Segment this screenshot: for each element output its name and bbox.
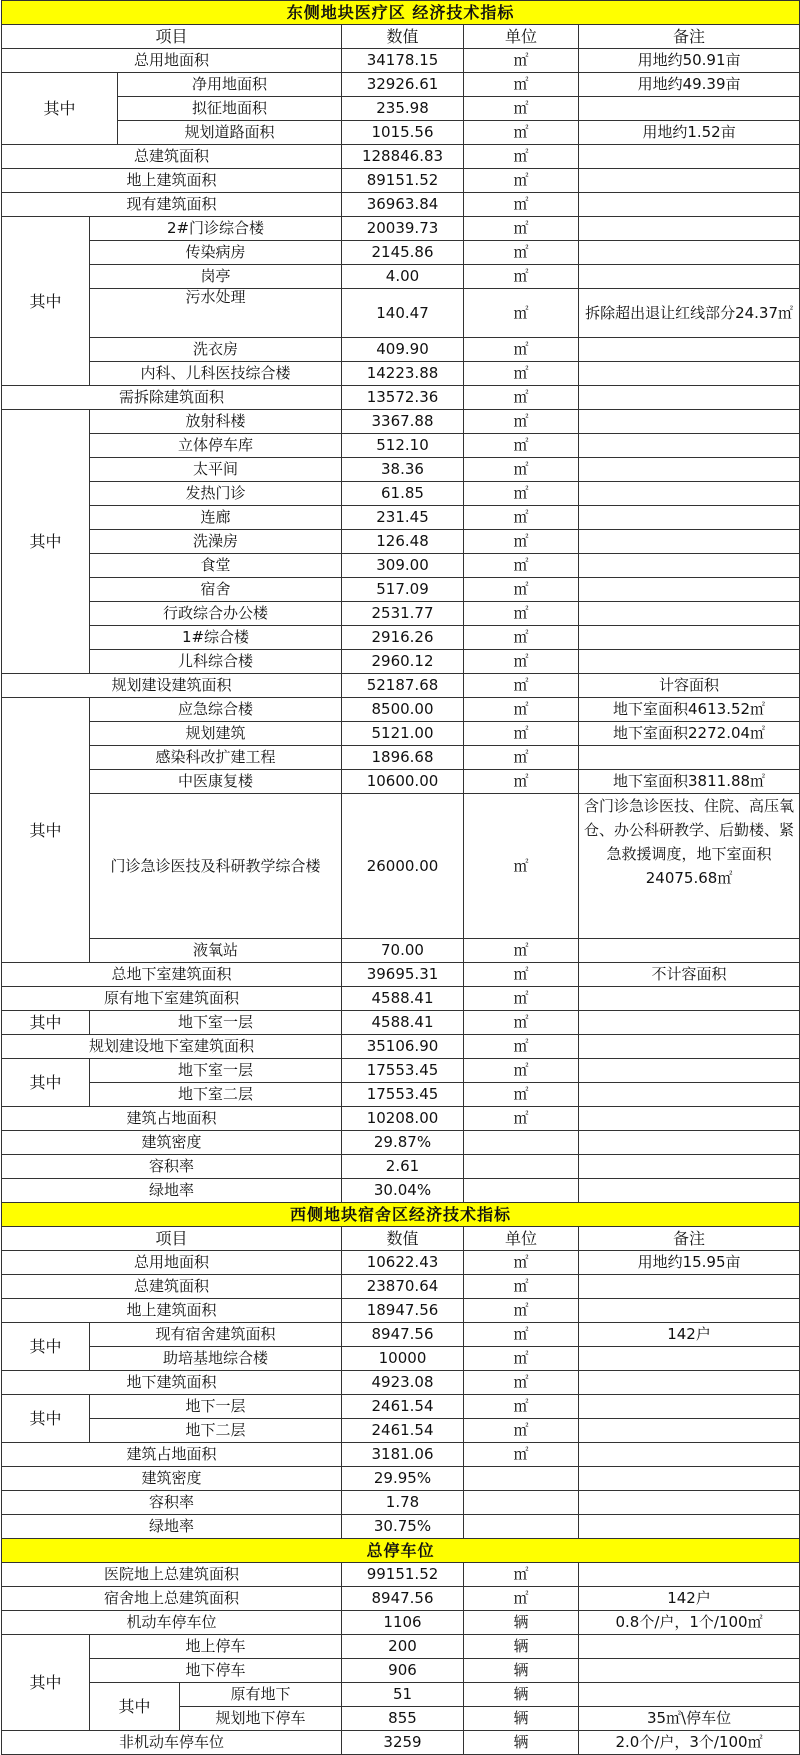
row-note: 35㎡\停车位 bbox=[579, 1707, 800, 1731]
row-unit: ㎡ bbox=[464, 1419, 579, 1443]
row-value: 3367.88 bbox=[342, 410, 464, 434]
row-note: 地下室面积2272.04㎡ bbox=[579, 722, 800, 746]
row-unit: 辆 bbox=[464, 1683, 579, 1707]
row-value: 2461.54 bbox=[342, 1395, 464, 1419]
header-value: 数值 bbox=[342, 1227, 464, 1251]
row-label: 内科、儿科医技综合楼 bbox=[90, 362, 342, 386]
row-note bbox=[579, 1131, 800, 1155]
row-label: 规划地下停车 bbox=[180, 1707, 342, 1731]
row-unit: ㎡ bbox=[464, 1371, 579, 1395]
row-value: 2531.77 bbox=[342, 602, 464, 626]
row-unit: ㎡ bbox=[464, 1299, 579, 1323]
header-item: 项目 bbox=[2, 25, 342, 49]
group-label: 其中 bbox=[2, 1635, 90, 1731]
row-label: 原有地下 bbox=[180, 1683, 342, 1707]
row-note bbox=[579, 410, 800, 434]
row-note bbox=[579, 193, 800, 217]
row-note bbox=[579, 97, 800, 121]
row-label: 原有地下室建筑面积 bbox=[2, 987, 342, 1011]
row-unit: ㎡ bbox=[464, 97, 579, 121]
row-unit: 辆 bbox=[464, 1659, 579, 1683]
east-section-title: 东侧地块医疗区 经济技术指标 bbox=[2, 1, 800, 25]
row-unit: ㎡ bbox=[464, 217, 579, 241]
row-label: 容积率 bbox=[2, 1155, 342, 1179]
row-unit: ㎡ bbox=[464, 1035, 579, 1059]
row-value: 2145.86 bbox=[342, 241, 464, 265]
row-value: 235.98 bbox=[342, 97, 464, 121]
row-unit: ㎡ bbox=[464, 289, 579, 338]
row-label: 地下室二层 bbox=[90, 1083, 342, 1107]
row-unit: ㎡ bbox=[464, 193, 579, 217]
row-label: 液氧站 bbox=[90, 939, 342, 963]
row-label: 食堂 bbox=[90, 554, 342, 578]
row-value: 5121.00 bbox=[342, 722, 464, 746]
row-unit bbox=[464, 1515, 579, 1539]
header-unit: 单位 bbox=[464, 25, 579, 49]
row-label: 儿科综合楼 bbox=[90, 650, 342, 674]
row-label: 容积率 bbox=[2, 1491, 342, 1515]
row-note bbox=[579, 1035, 800, 1059]
row-note bbox=[579, 1179, 800, 1203]
row-unit: ㎡ bbox=[464, 674, 579, 698]
row-note bbox=[579, 482, 800, 506]
row-value: 4.00 bbox=[342, 265, 464, 289]
header-item: 项目 bbox=[2, 1227, 342, 1251]
group-label: 其中 bbox=[2, 217, 90, 386]
row-value: 8947.56 bbox=[342, 1323, 464, 1347]
group-label: 其中 bbox=[2, 1059, 90, 1107]
row-unit: ㎡ bbox=[464, 1011, 579, 1035]
row-value: 61.85 bbox=[342, 482, 464, 506]
row-value: 906 bbox=[342, 1659, 464, 1683]
row-unit: ㎡ bbox=[464, 1107, 579, 1131]
row-value: 23870.64 bbox=[342, 1275, 464, 1299]
economic-indicators-table bbox=[1, 0, 800, 1755]
row-value: 4588.41 bbox=[342, 987, 464, 1011]
row-label: 2#门诊综合楼 bbox=[90, 217, 342, 241]
row-value: 10622.43 bbox=[342, 1251, 464, 1275]
row-value: 18947.56 bbox=[342, 1299, 464, 1323]
row-label: 地下一层 bbox=[90, 1395, 342, 1419]
group-label: 其中 bbox=[2, 698, 90, 963]
row-label: 总建筑面积 bbox=[2, 1275, 342, 1299]
row-value: 14223.88 bbox=[342, 362, 464, 386]
row-unit: ㎡ bbox=[464, 650, 579, 674]
row-value: 51 bbox=[342, 1683, 464, 1707]
row-note bbox=[579, 1059, 800, 1083]
row-note bbox=[579, 650, 800, 674]
row-unit: ㎡ bbox=[464, 241, 579, 265]
row-unit: ㎡ bbox=[464, 1323, 579, 1347]
row-unit: ㎡ bbox=[464, 626, 579, 650]
row-value: 20039.73 bbox=[342, 217, 464, 241]
row-note bbox=[579, 362, 800, 386]
row-label: 需拆除建筑面积 bbox=[2, 386, 342, 410]
row-value: 30.04% bbox=[342, 1179, 464, 1203]
row-note bbox=[579, 578, 800, 602]
row-value: 512.10 bbox=[342, 434, 464, 458]
row-unit: ㎡ bbox=[464, 554, 579, 578]
row-label: 立体停车库 bbox=[90, 434, 342, 458]
row-note: 用地约49.39亩 bbox=[579, 73, 800, 97]
row-unit: ㎡ bbox=[464, 746, 579, 770]
row-note: 用地约50.91亩 bbox=[579, 49, 800, 73]
row-unit: ㎡ bbox=[464, 145, 579, 169]
row-note bbox=[579, 746, 800, 770]
header-note: 备注 bbox=[579, 1227, 800, 1251]
row-value: 10600.00 bbox=[342, 770, 464, 794]
row-note bbox=[579, 506, 800, 530]
row-value: 1.78 bbox=[342, 1491, 464, 1515]
row-label: 发热门诊 bbox=[90, 482, 342, 506]
row-value: 409.90 bbox=[342, 338, 464, 362]
row-value: 4923.08 bbox=[342, 1371, 464, 1395]
row-note: 拆除超出退让红线部分24.37㎡ bbox=[579, 289, 800, 338]
row-unit: ㎡ bbox=[464, 578, 579, 602]
row-note bbox=[579, 458, 800, 482]
row-value: 231.45 bbox=[342, 506, 464, 530]
row-unit: ㎡ bbox=[464, 386, 579, 410]
row-label: 地下室一层 bbox=[90, 1011, 342, 1035]
row-label: 中医康复楼 bbox=[90, 770, 342, 794]
row-label: 建筑占地面积 bbox=[2, 1443, 342, 1467]
row-note bbox=[579, 1275, 800, 1299]
row-value: 29.87% bbox=[342, 1131, 464, 1155]
group-label: 其中 bbox=[2, 1395, 90, 1443]
row-label: 现有建筑面积 bbox=[2, 193, 342, 217]
row-label: 连廊 bbox=[90, 506, 342, 530]
row-unit: 辆 bbox=[464, 1707, 579, 1731]
row-value: 13572.36 bbox=[342, 386, 464, 410]
row-unit: ㎡ bbox=[464, 362, 579, 386]
row-value: 30.75% bbox=[342, 1515, 464, 1539]
group-label: 其中 bbox=[2, 73, 118, 145]
row-note bbox=[579, 1371, 800, 1395]
row-label: 医院地上总建筑面积 bbox=[2, 1563, 342, 1587]
row-value: 38.36 bbox=[342, 458, 464, 482]
row-unit bbox=[464, 1155, 579, 1179]
header-note: 备注 bbox=[579, 25, 800, 49]
row-unit: ㎡ bbox=[464, 1563, 579, 1587]
row-label: 建筑密度 bbox=[2, 1467, 342, 1491]
row-unit: ㎡ bbox=[464, 1251, 579, 1275]
row-unit: ㎡ bbox=[464, 434, 579, 458]
row-value: 36963.84 bbox=[342, 193, 464, 217]
row-label: 规划建设地下室建筑面积 bbox=[2, 1035, 342, 1059]
row-note bbox=[579, 1563, 800, 1587]
row-unit: ㎡ bbox=[464, 410, 579, 434]
row-label: 宿舍 bbox=[90, 578, 342, 602]
row-unit: ㎡ bbox=[464, 338, 579, 362]
row-note bbox=[579, 1515, 800, 1539]
group-label: 其中 bbox=[2, 1323, 90, 1371]
row-value: 8947.56 bbox=[342, 1587, 464, 1611]
row-unit: ㎡ bbox=[464, 1275, 579, 1299]
row-note: 地下室面积4613.52㎡ bbox=[579, 698, 800, 722]
row-label: 总用地面积 bbox=[2, 49, 342, 73]
row-note bbox=[579, 530, 800, 554]
row-value: 126.48 bbox=[342, 530, 464, 554]
row-label: 总地下室建筑面积 bbox=[2, 963, 342, 987]
row-value: 29.95% bbox=[342, 1467, 464, 1491]
row-label: 建筑密度 bbox=[2, 1131, 342, 1155]
row-note bbox=[579, 1467, 800, 1491]
row-value: 309.00 bbox=[342, 554, 464, 578]
row-value: 1896.68 bbox=[342, 746, 464, 770]
row-value: 855 bbox=[342, 1707, 464, 1731]
row-note bbox=[579, 987, 800, 1011]
row-note: 142户 bbox=[579, 1587, 800, 1611]
row-unit: ㎡ bbox=[464, 794, 579, 939]
row-value: 2461.54 bbox=[342, 1419, 464, 1443]
row-note bbox=[579, 626, 800, 650]
row-value: 39695.31 bbox=[342, 963, 464, 987]
row-note bbox=[579, 169, 800, 193]
row-unit: ㎡ bbox=[464, 49, 579, 73]
row-value: 35106.90 bbox=[342, 1035, 464, 1059]
row-unit bbox=[464, 1491, 579, 1515]
row-value: 34178.15 bbox=[342, 49, 464, 73]
row-unit: ㎡ bbox=[464, 506, 579, 530]
row-note: 含门诊急诊医技、住院、高压氧仓、办公科研教学、后勤楼、紧急救援调度，地下室面积24075.68㎡ bbox=[579, 794, 800, 939]
row-label: 1#综合楼 bbox=[90, 626, 342, 650]
row-label: 污水处理 bbox=[90, 289, 342, 338]
row-note bbox=[579, 1011, 800, 1035]
row-value: 89151.52 bbox=[342, 169, 464, 193]
row-unit: ㎡ bbox=[464, 987, 579, 1011]
row-label: 净用地面积 bbox=[118, 73, 342, 97]
row-label: 地下二层 bbox=[90, 1419, 342, 1443]
row-unit bbox=[464, 1467, 579, 1491]
row-value: 128846.83 bbox=[342, 145, 464, 169]
row-label: 总用地面积 bbox=[2, 1251, 342, 1275]
row-value: 200 bbox=[342, 1635, 464, 1659]
group-label: 其中 bbox=[2, 410, 90, 674]
row-note bbox=[579, 1299, 800, 1323]
row-value: 1106 bbox=[342, 1611, 464, 1635]
row-value: 26000.00 bbox=[342, 794, 464, 939]
row-note bbox=[579, 1347, 800, 1371]
row-unit: ㎡ bbox=[464, 1347, 579, 1371]
row-label: 规划道路面积 bbox=[118, 121, 342, 145]
row-unit: ㎡ bbox=[464, 939, 579, 963]
row-value: 17553.45 bbox=[342, 1059, 464, 1083]
row-value: 10000 bbox=[342, 1347, 464, 1371]
row-note: 2.0个/户，3个/100㎡ bbox=[579, 1731, 800, 1755]
parking-section-title: 总停车位 bbox=[2, 1539, 800, 1563]
row-value: 1015.56 bbox=[342, 121, 464, 145]
row-note bbox=[579, 1443, 800, 1467]
row-note bbox=[579, 241, 800, 265]
row-note bbox=[579, 217, 800, 241]
row-note bbox=[579, 1083, 800, 1107]
row-value: 140.47 bbox=[342, 289, 464, 338]
row-note bbox=[579, 939, 800, 963]
row-unit: ㎡ bbox=[464, 169, 579, 193]
row-label: 地上建筑面积 bbox=[2, 1299, 342, 1323]
row-label: 地上停车 bbox=[90, 1635, 342, 1659]
row-note: 用地约1.52亩 bbox=[579, 121, 800, 145]
row-label: 太平间 bbox=[90, 458, 342, 482]
row-note bbox=[579, 1107, 800, 1131]
header-unit: 单位 bbox=[464, 1227, 579, 1251]
row-unit: ㎡ bbox=[464, 1587, 579, 1611]
row-unit: ㎡ bbox=[464, 530, 579, 554]
west-section-title: 西侧地块宿舍区经济技术指标 bbox=[2, 1203, 800, 1227]
row-label: 现有宿舍建筑面积 bbox=[90, 1323, 342, 1347]
row-note: 不计容面积 bbox=[579, 963, 800, 987]
row-unit: ㎡ bbox=[464, 73, 579, 97]
subgroup-label: 其中 bbox=[90, 1683, 180, 1731]
row-label: 洗衣房 bbox=[90, 338, 342, 362]
row-unit: ㎡ bbox=[464, 1059, 579, 1083]
row-unit: ㎡ bbox=[464, 121, 579, 145]
row-value: 3259 bbox=[342, 1731, 464, 1755]
row-unit: ㎡ bbox=[464, 265, 579, 289]
row-unit: ㎡ bbox=[464, 458, 579, 482]
row-label: 规划建设建筑面积 bbox=[2, 674, 342, 698]
row-unit bbox=[464, 1179, 579, 1203]
row-value: 517.09 bbox=[342, 578, 464, 602]
row-note: 0.8个/户，1个/100㎡ bbox=[579, 1611, 800, 1635]
group-label: 其中 bbox=[2, 1011, 90, 1035]
row-label: 地下停车 bbox=[90, 1659, 342, 1683]
row-label: 门诊急诊医技及科研教学综合楼 bbox=[90, 794, 342, 939]
row-value: 32926.61 bbox=[342, 73, 464, 97]
row-unit: ㎡ bbox=[464, 1083, 579, 1107]
row-label: 洗澡房 bbox=[90, 530, 342, 554]
row-note bbox=[579, 1635, 800, 1659]
row-unit: ㎡ bbox=[464, 482, 579, 506]
row-label: 绿地率 bbox=[2, 1515, 342, 1539]
row-note bbox=[579, 145, 800, 169]
row-value: 4588.41 bbox=[342, 1011, 464, 1035]
row-value: 70.00 bbox=[342, 939, 464, 963]
row-label: 非机动车停车位 bbox=[2, 1731, 342, 1755]
row-value: 10208.00 bbox=[342, 1107, 464, 1131]
row-label: 放射科楼 bbox=[90, 410, 342, 434]
row-label: 绿地率 bbox=[2, 1179, 342, 1203]
row-note bbox=[579, 434, 800, 458]
row-unit: ㎡ bbox=[464, 1443, 579, 1467]
row-unit: ㎡ bbox=[464, 722, 579, 746]
row-label: 传染病房 bbox=[90, 241, 342, 265]
row-note bbox=[579, 1659, 800, 1683]
row-value: 2.61 bbox=[342, 1155, 464, 1179]
row-label: 地上建筑面积 bbox=[2, 169, 342, 193]
row-unit: ㎡ bbox=[464, 698, 579, 722]
row-note bbox=[579, 1683, 800, 1707]
row-note: 计容面积 bbox=[579, 674, 800, 698]
row-label: 总建筑面积 bbox=[2, 145, 342, 169]
row-unit: 辆 bbox=[464, 1635, 579, 1659]
row-label: 宿舍地上总建筑面积 bbox=[2, 1587, 342, 1611]
row-label: 地下室一层 bbox=[90, 1059, 342, 1083]
row-unit bbox=[464, 1131, 579, 1155]
row-value: 3181.06 bbox=[342, 1443, 464, 1467]
row-note bbox=[579, 1419, 800, 1443]
row-value: 52187.68 bbox=[342, 674, 464, 698]
header-value: 数值 bbox=[342, 25, 464, 49]
row-label: 规划建筑 bbox=[90, 722, 342, 746]
row-unit: ㎡ bbox=[464, 1395, 579, 1419]
row-note bbox=[579, 265, 800, 289]
row-note bbox=[579, 1491, 800, 1515]
row-value: 17553.45 bbox=[342, 1083, 464, 1107]
row-note: 142户 bbox=[579, 1323, 800, 1347]
row-value: 99151.52 bbox=[342, 1563, 464, 1587]
row-value: 2916.26 bbox=[342, 626, 464, 650]
row-label: 地下建筑面积 bbox=[2, 1371, 342, 1395]
row-note bbox=[579, 602, 800, 626]
row-note bbox=[579, 1395, 800, 1419]
row-label: 应急综合楼 bbox=[90, 698, 342, 722]
row-unit: 辆 bbox=[464, 1611, 579, 1635]
row-label: 建筑占地面积 bbox=[2, 1107, 342, 1131]
row-label: 机动车停车位 bbox=[2, 1611, 342, 1635]
row-label: 感染科改扩建工程 bbox=[90, 746, 342, 770]
row-unit: ㎡ bbox=[464, 963, 579, 987]
row-note bbox=[579, 338, 800, 362]
row-label: 拟征地面积 bbox=[118, 97, 342, 121]
row-note bbox=[579, 1155, 800, 1179]
row-value: 8500.00 bbox=[342, 698, 464, 722]
row-note: 地下室面积3811.88㎡ bbox=[579, 770, 800, 794]
row-note bbox=[579, 554, 800, 578]
row-unit: 辆 bbox=[464, 1731, 579, 1755]
row-label: 行政综合办公楼 bbox=[90, 602, 342, 626]
row-note: 用地约15.95亩 bbox=[579, 1251, 800, 1275]
row-value: 2960.12 bbox=[342, 650, 464, 674]
row-label: 助培基地综合楼 bbox=[90, 1347, 342, 1371]
row-unit: ㎡ bbox=[464, 602, 579, 626]
row-label: 岗亭 bbox=[90, 265, 342, 289]
row-note bbox=[579, 386, 800, 410]
row-unit: ㎡ bbox=[464, 770, 579, 794]
